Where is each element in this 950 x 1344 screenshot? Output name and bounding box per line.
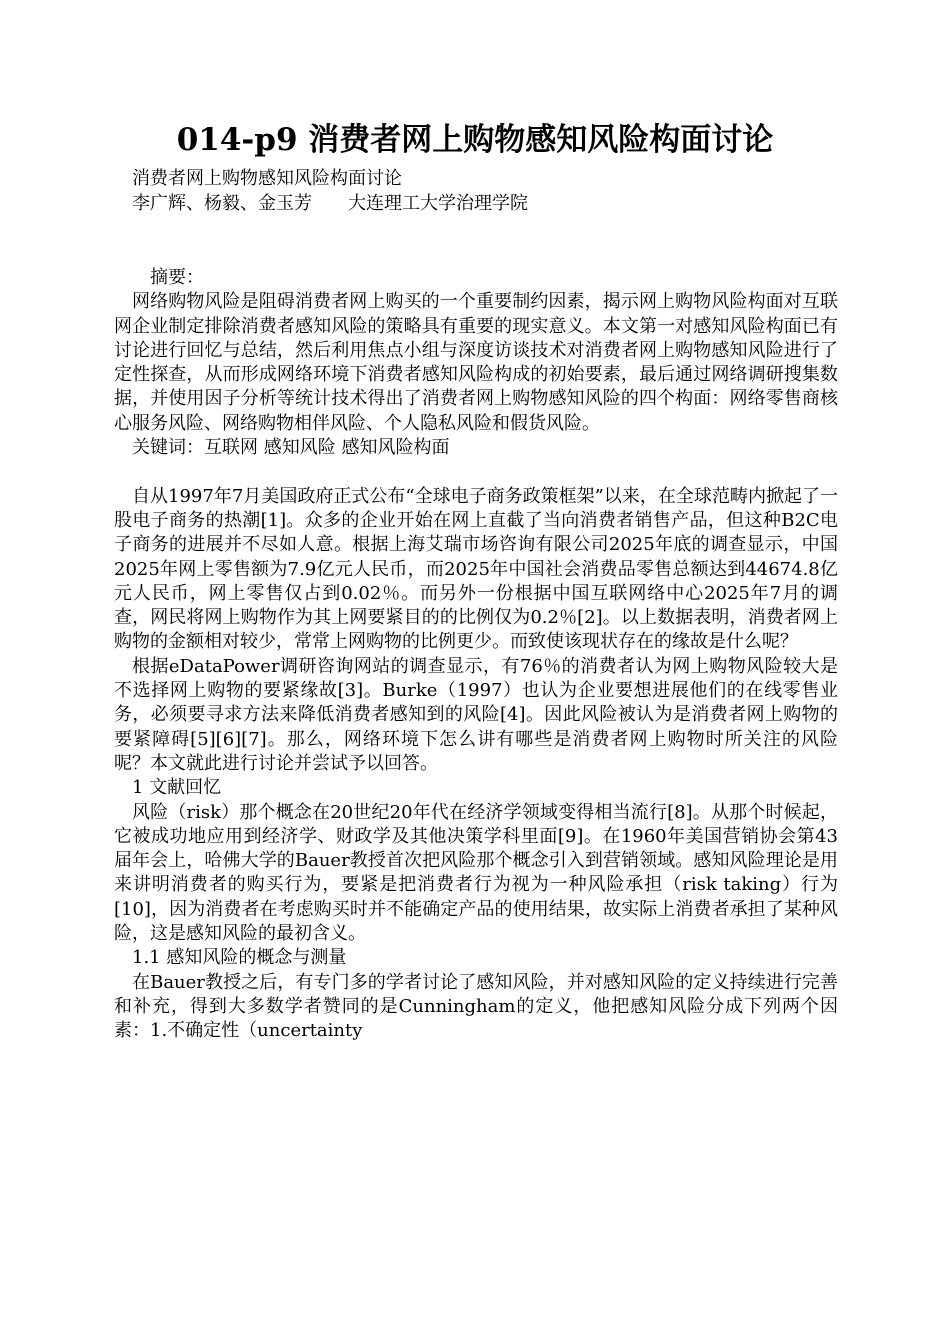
- document-title: 014-p9 消费者网上购物感知风险构面讨论: [176, 122, 774, 158]
- section-heading-1-1: 1.1 感知风险的概念与测量: [132, 947, 347, 969]
- body-paragraph-1: 自从1997年7月美国政府正式公布“全球电子商务政策框架”以来，在全球范畴内掀起了一股电子商务的热潮[1]。众多的企业开始在网上直截了当向消费者销售产品，但这种B2C电子商务的进展并不尽如人意。根据上海艾瑞市场咨询有限公司2025年底的调查显示，中国2025年网上零售额为7.9亿元人民币，而2025年中国社会消费品零售总额达到44674.8亿元人民币，网上零售仅占到0.02％。而另外一份根据中国互联网络中心2025年7月的调查，网民将网上购物作为其上网要紧目的的比例仅为0.2％[2]。以上数据表明，消费者网上购物的金额相对较少，常常上网购物的比例更少。而致使该现状存在的缘故是什么呢？: [114, 485, 838, 653]
- blank-line: [114, 460, 838, 484]
- section-1-paragraph: 风险（risk）那个概念在20世纪20年代在经济学领域变得相当流行[8]。从那个时候起，它被成功地应用到经济学、财政学及其他决策学科里面[9]。在1960年美国营销协会第43届年会上，哈佛大学的Bauer教授首次把风险那个概念引入到营销领域。感知风险理论是用来讲明消费者的购买行为，要紧是把消费者行为视为一种风险承担（risk taking）行为[10]，因为消费者在考虑购买时并不能确定产品的使用结果，故实际上消费者承担了某种风险，这是感知风险的最初含义。: [114, 801, 838, 945]
- body-paragraph-2: 根据eDataPower调研咨询网站的调查显示，有76％的消费者认为网上购物风险较大是不选择网上购物的要紧缘故[3]。Burke（1997）也认为企业要想进展他们的在线零售业务，必须要寻求方法来降低消费者感知到的风险[4]。因此风险被认为是消费者网上购物的要紧障碍[5][6][7]。那么，网络环境下怎么讲有哪些是消费者网上购物时所关注的风险呢？本文就此进行讨论并尝试予以回答。: [114, 655, 838, 774]
- document-authors: 李广辉、杨毅、金玉芳 大连理工大学治理学院: [132, 193, 528, 214]
- abstract-label: 摘要：: [150, 267, 204, 288]
- section-heading-1: 1 文献回忆: [132, 777, 222, 799]
- section-1-1-paragraph: 在Bauer教授之后，有专门多的学者讨论了感知风险，并对感知风险的定义持续进行完善和补充，得到大多数学者赞同的是Cunningham的定义，他把感知风险分成下列两个因素：1.不确定性（uncertainty: [114, 971, 838, 1042]
- abstract-paragraph: 网络购物风险是阻碍消费者网上购买的一个重要制约因素，揭示网上购物风险构面对互联网企业制定排除消费者感知风险的策略具有重要的现实意义。本文第一对感知风险构面已有讨论进行回忆与总结，然后利用焦点小组与深度访谈技术对消费者网上购物感知风险进行了定性探查，从而形成网络环境下消费者感知风险构成的初始要素，最后通过网络调研搜集数据，并使用因子分析等统计技术得出了消费者网上购物感知风险的四个构面：网络零售商核心服务风险、网络购物相伴风险、个人隐私风险和假货风险。: [114, 291, 838, 434]
- document-subtitle: 消费者网上购物感知风险构面讨论: [132, 168, 402, 189]
- keywords-line: 关键词：互联网 感知风险 感知风险构面: [132, 437, 450, 459]
- document-body: [114, 266, 838, 1044]
